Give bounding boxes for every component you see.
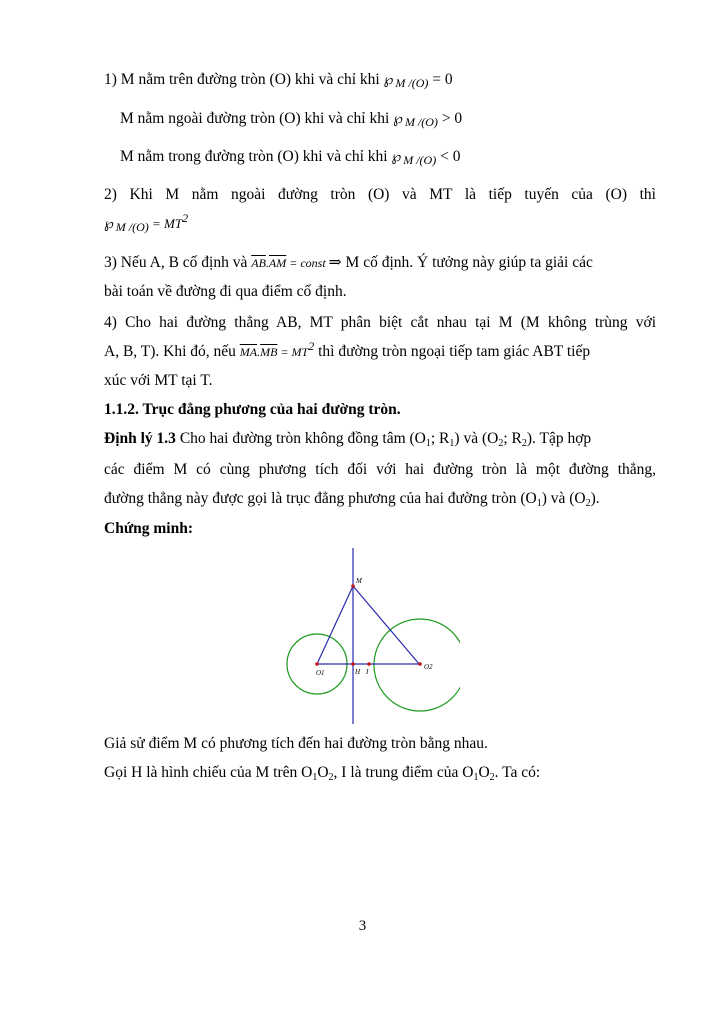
power-symbol: ℘ (104, 217, 114, 232)
proof-line-2: Gọi H là hình chiếu của M trên $O_1O_2$, I là trung điểm của $O_1O_2$. Ta có: (104, 764, 541, 783)
item-2-line-2: ℘ $_{M /(O)} = MT^2$ (104, 210, 189, 234)
power-symbol: ℘ (391, 150, 402, 165)
theorem-line-2: các điểm M có cùng phương tích đối với hai đường tròn là một đường thẳng, (104, 461, 656, 478)
page-number: 3 (358, 918, 367, 934)
theorem-line-3: đường thẳng này được gọi là trục đẳng phương của hai đường tròn $(O_1)$ và $(O_2)$. (104, 490, 600, 509)
proof-line-1: Giả sử điểm M có phương tích đến hai đường tròn bằng nhau. (104, 735, 488, 752)
item-1-line-1: 1) M nằm trên đường tròn (O) khi và chỉ khi ℘ $_{M /(O)}$ = 0 (104, 71, 453, 90)
label-o2: O2 (424, 663, 433, 671)
point-h (351, 662, 355, 666)
theorem-line-1: Định lý 1.3 Cho hai đường tròn không đồng tâm ($O_1$; $R_1$) và ($O_2$; $R_2$). Tập hợp (104, 430, 592, 449)
section-heading: 1.1.2. Trục đẳng phương của hai đường tròn. (104, 401, 401, 418)
power-symbol: ℘ (393, 112, 403, 127)
point-o2 (418, 662, 422, 666)
label-h: H (355, 668, 361, 676)
label-i: I (366, 668, 369, 676)
label-o1: O1 (316, 669, 325, 677)
segment-m-o2 (353, 586, 420, 665)
item-4-line-3: xúc với MT tại T. (104, 372, 213, 389)
item-3-line-1: 3) Nếu A, B cố định và $\overline{AB}.\overline{AM}$ = const ⇒ M cố định. Ý tưởng này giúp ta giải các (104, 254, 593, 271)
item-3-line-2: bài toán về đường đi qua điểm cố định. (104, 283, 347, 300)
proof-label: Chứng minh: (104, 520, 193, 537)
circle-o2 (374, 619, 460, 711)
power-symbol: ℘ (383, 73, 394, 88)
geometry-figure (280, 548, 460, 724)
item-1-line-2: M nằm ngoài đường tròn (O) khi và chỉ khi ℘ $_{M /(O)}$ > 0 (120, 110, 463, 129)
point-i (367, 662, 371, 666)
point-m (351, 584, 355, 588)
point-o1 (315, 662, 319, 666)
item-1-line-3: M nằm trong đường tròn (O) khi và chỉ khi ℘ $_{M /(O)}$ < 0 (120, 148, 461, 167)
item-2-line-1: 2) Khi M nằm ngoài đường tròn (O) và MT là tiếp tuyến của (O) thì (104, 186, 656, 203)
item-4-line-2: A, B, T). Khi đó, nếu $\overline{MA}.\overline{MB} = MT^2$ thì đường tròn ngoại tiếp tam giác ABT tiếp (104, 338, 591, 360)
label-m: M (356, 577, 362, 585)
segment-m-o1 (317, 586, 353, 664)
item-4-line-1: 4) Cho hai đường thẳng AB, MT phân biệt cắt nhau tại M (M không trùng với (104, 314, 656, 331)
